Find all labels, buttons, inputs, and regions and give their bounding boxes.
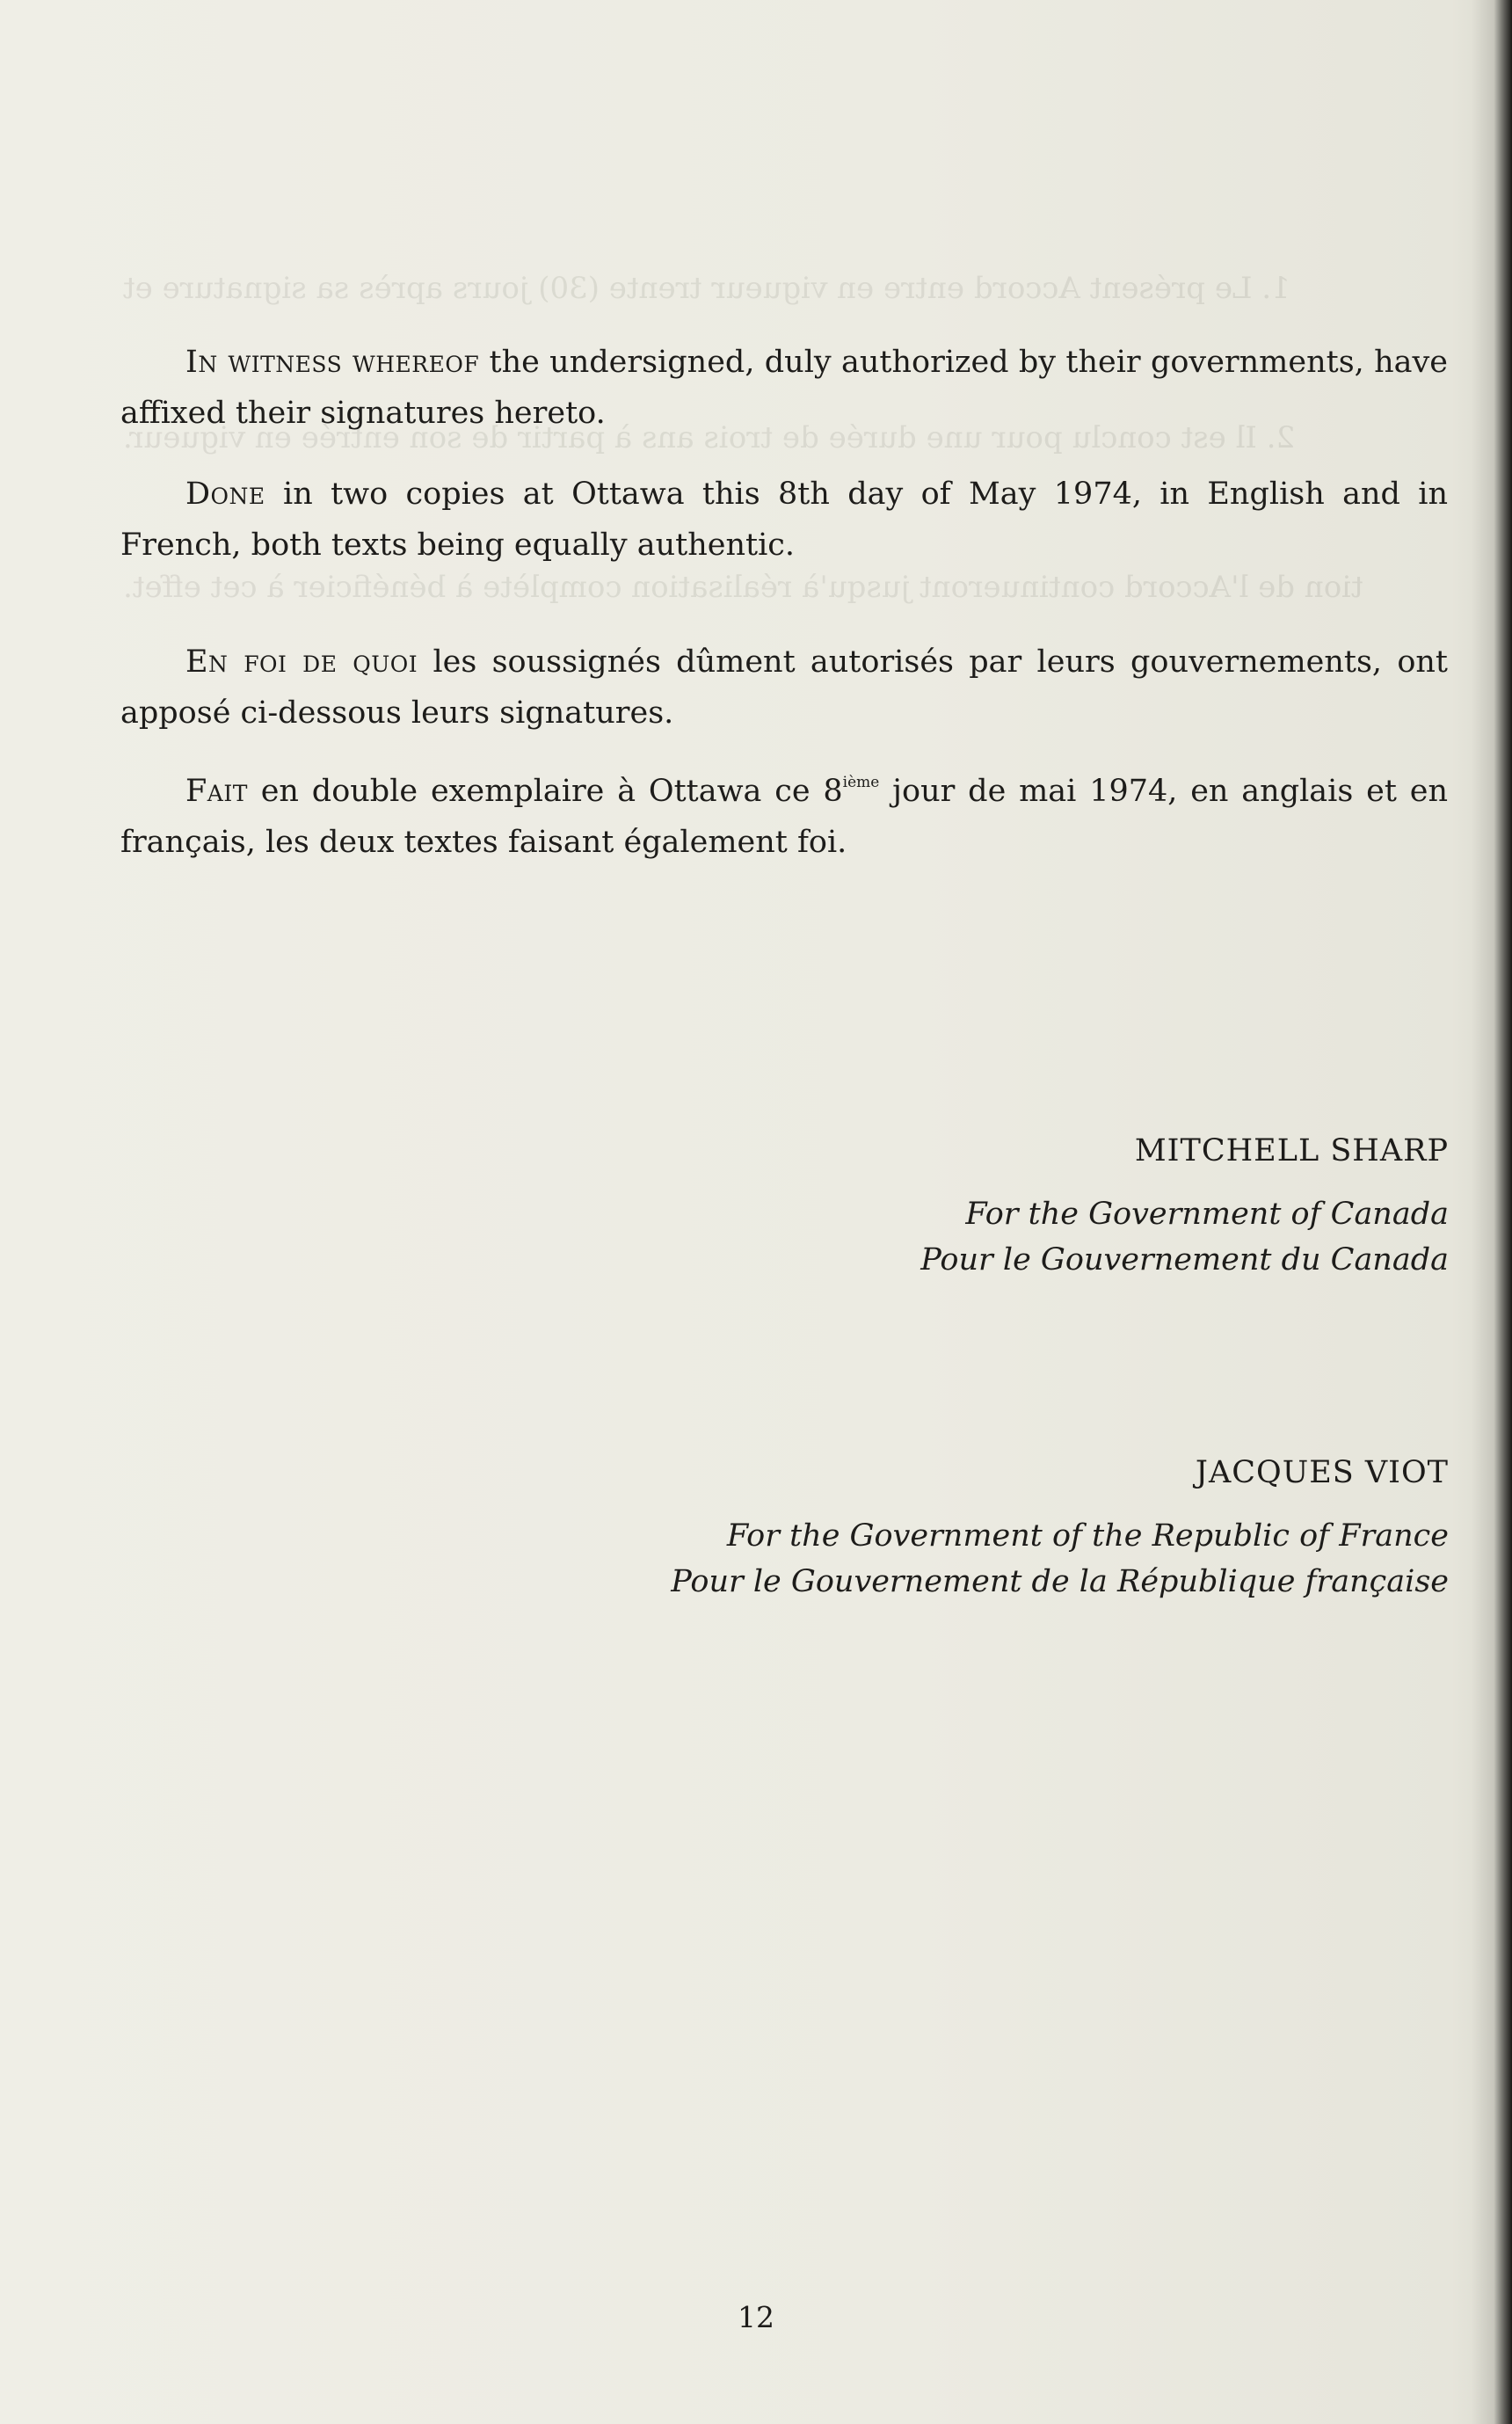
foi-paragraph-fr	[120, 637, 1448, 739]
show-through-text: 2. Il est conclu pour une durée de trois ans à partir de son entrée en vigueur.	[123, 420, 1296, 455]
page-number: 12	[738, 2300, 774, 2334]
signatory-name: MITCHELL SHARP	[1134, 1133, 1449, 1168]
fait-lead: Fait	[185, 774, 248, 809]
done-text: in two copies at Ottawa this 8th day of May 1974, in English and in French, both texts being equally authentic.	[120, 477, 1448, 563]
done-paragraph-en	[120, 469, 1448, 571]
witness-lead: In witness whereof	[185, 345, 480, 380]
signature-block-france	[482, 1450, 1449, 1605]
signatory-name: JACQUES VIOT	[1195, 1455, 1449, 1490]
foi-text: les soussignés dûment autorisés par leurs gouvernements, ont apposé ci-dessous leurs signatures.	[120, 644, 1448, 731]
signatory-title-en: For the Government of Canada	[965, 1197, 1449, 1232]
fait-text-before: en double exemplaire à Ottawa ce 8	[247, 774, 843, 809]
fait-paragraph-fr	[120, 766, 1448, 868]
fait-ordinal-superscript: ième	[842, 774, 880, 791]
signatory-title-fr: Pour le Gouvernement de la République française	[671, 1564, 1449, 1599]
signatory-title-en: For the Government of the Republic of France	[726, 1518, 1449, 1554]
binding-edge-shadow	[1472, 0, 1512, 2424]
show-through-text: tion de l'Accord continueront jusqu'à réalisation complète à bénéficier à cet effet.	[123, 570, 1363, 605]
witness-paragraph-en	[120, 337, 1448, 439]
done-lead: Done	[185, 477, 265, 512]
fait-text-after: jour de mai 1974, en anglais et en français, les deux textes faisant également foi.	[120, 774, 1448, 860]
signatory-title-fr: Pour le Gouvernement du Canada	[920, 1242, 1449, 1278]
show-through-text: 1. Le présent Accord entre en vigueur trente (30) jours après sa signature et	[123, 271, 1290, 306]
signature-block-canada	[482, 1128, 1449, 1283]
foi-lead: En foi de quoi	[185, 644, 418, 680]
witness-text: the undersigned, duly authorized by their governments, have affixed their signatures hereto.	[120, 345, 1448, 431]
